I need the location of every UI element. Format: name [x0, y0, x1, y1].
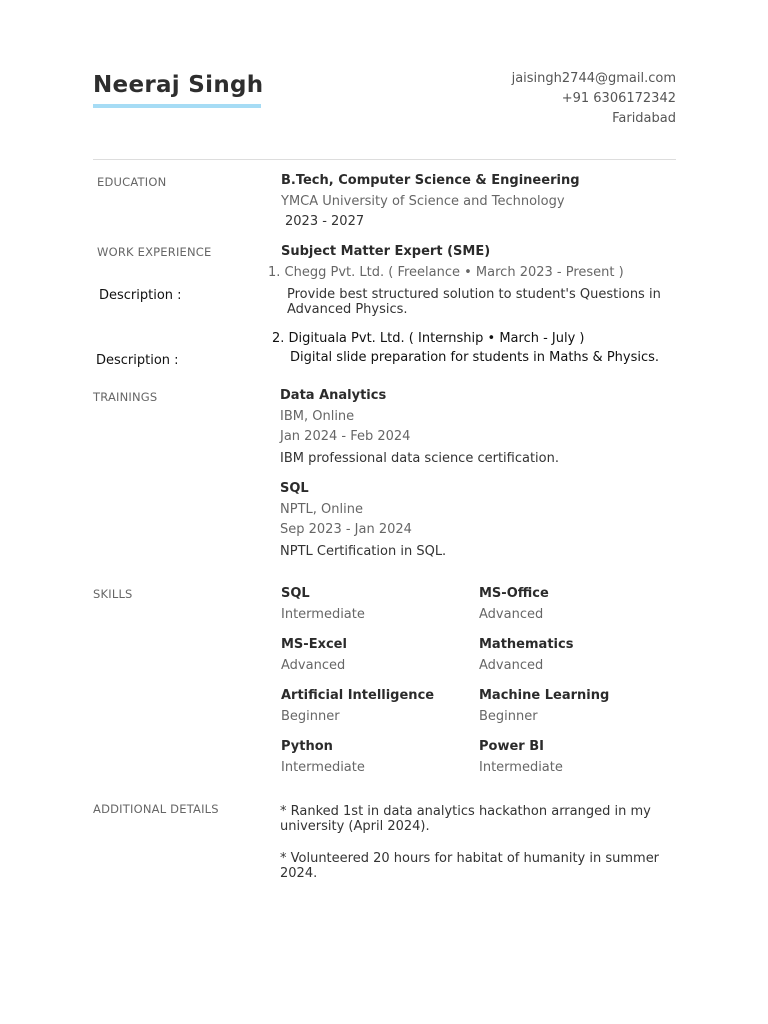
skill-name: Mathematics — [479, 637, 574, 652]
work-item-details: ( Internship • March - July ) — [408, 331, 585, 346]
work-item-company — [268, 265, 624, 280]
work-item-company-name: 2. Digituala Pvt. Ltd. — [272, 331, 405, 346]
training-description: IBM professional data science certification. — [280, 451, 559, 466]
work-item-company — [272, 331, 585, 346]
training-dates: Sep 2023 - Jan 2024 — [280, 522, 412, 537]
skill-level: Advanced — [479, 658, 544, 673]
training-provider: IBM, Online — [280, 409, 355, 424]
skill-name: Python — [281, 739, 333, 754]
training-title: SQL — [280, 481, 309, 496]
work-item-description: Digital slide preparation for students in Maths & Physics. — [290, 350, 660, 365]
skill-name: Power BI — [479, 739, 544, 754]
skill-name: MS-Office — [479, 586, 549, 601]
section-label-additional-details: ADDITIONAL DETAILS — [93, 802, 219, 816]
section-label-trainings: TRAININGS — [93, 390, 158, 404]
work-item-description: Provide best structured solution to student's Questions in Advanced Physics. — [287, 287, 661, 317]
additional-detail-item: * Ranked 1st in data analytics hackathon arranged in my university (April 2024). — [280, 804, 651, 834]
training-dates: Jan 2024 - Feb 2024 — [280, 429, 411, 444]
work-item-description-label: Description : — [96, 353, 179, 368]
contact-phone: +91 6306172342 — [561, 91, 676, 106]
name-underline — [93, 104, 261, 108]
skill-level: Intermediate — [281, 760, 365, 775]
header-divider — [93, 159, 676, 160]
work-item-company-name: 1. Chegg Pvt. Ltd. — [268, 265, 385, 280]
section-label-work-experience: WORK EXPERIENCE — [97, 245, 212, 259]
work-item-description-label: Description : — [99, 288, 182, 303]
education-years: 2023 - 2027 — [285, 214, 365, 229]
skill-name: SQL — [281, 586, 310, 601]
skill-level: Beginner — [281, 709, 340, 724]
training-provider: NPTL, Online — [280, 502, 363, 517]
training-description: NPTL Certification in SQL. — [280, 544, 447, 559]
skill-level: Advanced — [479, 607, 544, 622]
skill-name: MS-Excel — [281, 637, 347, 652]
skill-level: Intermediate — [281, 607, 365, 622]
candidate-name: Neeraj Singh — [93, 72, 264, 98]
skill-name: Machine Learning — [479, 688, 610, 703]
skill-level: Advanced — [281, 658, 346, 673]
education-institution: YMCA University of Science and Technology — [281, 194, 565, 209]
skill-level: Beginner — [479, 709, 538, 724]
skill-name: Artificial Intelligence — [281, 688, 435, 703]
section-label-skills: SKILLS — [93, 587, 133, 601]
work-role: Subject Matter Expert (SME) — [281, 244, 491, 259]
section-label-education: EDUCATION — [97, 175, 167, 189]
contact-email[interactable]: jaisingh2744@gmail.com — [511, 71, 676, 86]
skill-level: Intermediate — [479, 760, 563, 775]
additional-detail-item: * Volunteered 20 hours for habitat of humanity in summer 2024. — [280, 851, 660, 881]
training-title: Data Analytics — [280, 388, 387, 403]
contact-location: Faridabad — [612, 111, 676, 126]
work-item-details: ( Freelance • March 2023 - Present ) — [388, 265, 624, 280]
education-degree: B.Tech, Computer Science & Engineering — [281, 173, 580, 188]
